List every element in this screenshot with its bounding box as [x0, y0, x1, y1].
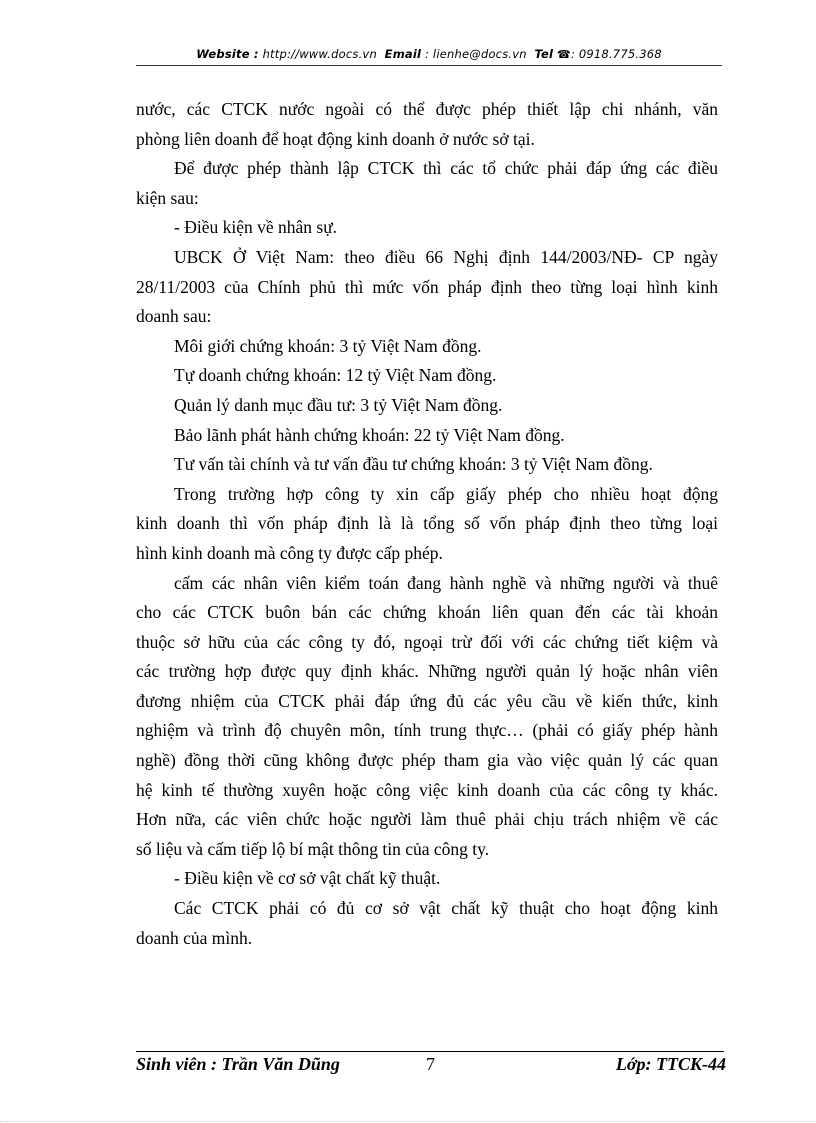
- text-line: 28/11/2003 của Chính phủ thì mức vốn pháp định theo từng loại hình kinh: [136, 276, 718, 297]
- email-value[interactable]: : lienhe@docs.vn: [425, 47, 527, 61]
- document-body: [136, 95, 718, 953]
- text-line: doanh sau:: [136, 306, 212, 327]
- page-footer: [136, 1054, 726, 1078]
- text-line: Các CTCK phải có đủ cơ sở vật chất kỹ thuật cho hoạt động kinh: [174, 898, 718, 919]
- text-line: Quản lý danh mục đầu tư: 3 tỷ Việt Nam đồng.: [174, 394, 503, 415]
- page-number: 7: [426, 1054, 435, 1074]
- text-line: thuộc sở hữu của các công ty đó, ngoại trừ đối với các chứng tiết kiệm và: [136, 631, 718, 652]
- text-line: cấm các nhân viên kiểm toán đang hành nghề và những người và thuê: [174, 572, 718, 593]
- text-line: hình kinh doanh mà công ty được cấp phép.: [136, 542, 443, 563]
- text-line: nghiệm và trình độ chuyên môn, tính trung thực… (phải có giấy phép hành: [136, 720, 718, 741]
- phone-icon: ☎: [557, 48, 571, 61]
- text-line: kiện sau:: [136, 187, 199, 208]
- page-bottom-edge: [0, 1121, 816, 1122]
- text-line: số liệu và cấm tiếp lộ bí mật thông tin của công ty.: [136, 838, 490, 859]
- text-line: Bảo lãnh phát hành chứng khoán: 22 tỷ Việt Nam đồng.: [174, 424, 565, 445]
- text-line: Trong trường hợp công ty xin cấp giấy phép cho nhiều hoạt động: [174, 483, 718, 504]
- website-url[interactable]: http://www.docs.vn: [262, 47, 377, 61]
- website-label: Website :: [196, 47, 259, 61]
- text-line: phòng liên doanh để hoạt động kinh doanh ở nước sở tại.: [136, 128, 535, 149]
- text-line: nghề) đồng thời cũng không được phép tham gia vào việc quản lý các quan: [136, 750, 718, 771]
- footer-divider: [136, 1051, 724, 1052]
- text-line: - Điều kiện về nhân sự.: [174, 217, 338, 238]
- text-line: đương nhiệm của CTCK phải đáp ứng đủ các yêu cầu về kiến thức, kinh: [136, 690, 718, 711]
- student-name: Sinh viên : Trần Văn Dũng: [136, 1054, 340, 1074]
- text-line: kinh doanh thì vốn pháp định là là tổng số vốn pháp định theo từng loại: [136, 513, 718, 534]
- text-line: nước, các CTCK nước ngoài có thể được phép thiết lập chi nhánh, văn: [136, 99, 718, 119]
- text-line: UBCK Ở Việt Nam: theo điều 66 Nghị định 144/2003/NĐ- CP ngày: [174, 246, 718, 267]
- text-line: các trường hợp được quy định khác. Những người quản lý hoặc nhân viên: [136, 661, 718, 682]
- text-line: Tự doanh chứng khoán: 12 tỷ Việt Nam đồng.: [174, 365, 497, 386]
- text-line: cho các CTCK buôn bán các chứng khoán liên quan đến các tài khoản: [136, 602, 718, 623]
- text-line: hệ kinh tế thường xuyên hoặc công việc kinh doanh của các công ty khác.: [136, 779, 718, 800]
- header-divider: [136, 65, 722, 66]
- tel-label: Tel: [534, 47, 554, 61]
- page-header: [136, 47, 722, 61]
- text-line: - Điều kiện về cơ sở vật chất kỹ thuật.: [174, 868, 441, 889]
- text-line: Môi giới chứng khoán: 3 tỷ Việt Nam đồng.: [174, 335, 482, 356]
- text-line: Tư vấn tài chính và tư vấn đầu tư chứng khoán: 3 tỷ Việt Nam đồng.: [174, 454, 653, 475]
- text-line: Để được phép thành lập CTCK thì các tổ chức phải đáp ứng các điều: [174, 158, 718, 179]
- class-name: Lớp: TTCK-44: [615, 1054, 726, 1074]
- text-line: doanh của mình.: [136, 927, 253, 948]
- text-line: Hơn nữa, các viên chức hoặc người làm thuê phải chịu trách nhiệm về các: [136, 809, 718, 830]
- tel-value: : 0918.775.368: [570, 47, 662, 61]
- email-label: Email: [384, 47, 422, 61]
